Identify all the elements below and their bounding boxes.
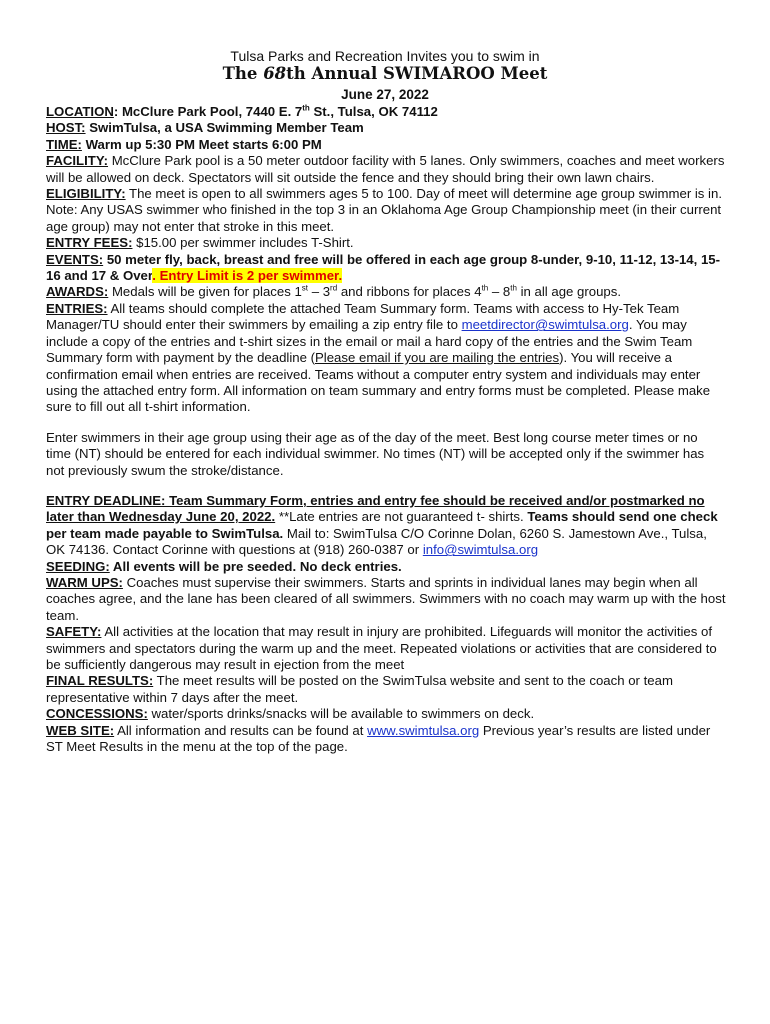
events-text: 50 meter fly, back, breast and free will be offered in each age group 8-under, 9-10, 11-12, 13-14, 15-16 and 17 & Over [46, 251, 721, 284]
title-number: 68 [263, 64, 287, 83]
seeding-paragraph [46, 559, 726, 575]
meetdirector-email-link[interactable]: meetdirector@swimtulsa.org [461, 317, 629, 333]
meet-date: June 27, 2022 [341, 87, 429, 102]
awards-sup-3: th [481, 284, 489, 294]
concessions-paragraph [46, 706, 726, 722]
entries-text-c: ). You will receive a confirmation email when entries are received. Teams without a computer entry system and individuals may enter using the attached entry form. All information on team summary and entry forms must be completed. Please make sure to fill out all t-shirt information. [46, 350, 711, 415]
title-prefix: The [222, 64, 264, 83]
host-text: SwimTulsa, a USA Swimming Member Team [85, 120, 364, 136]
document-body [46, 104, 726, 755]
deadline-bold-note: Teams should send one check per team made payable to SwimTulsa. [46, 509, 718, 541]
awards-sup-4: th [510, 284, 517, 294]
deadline-paragraph [46, 493, 726, 559]
info-email-link[interactable]: info@swimtulsa.org [422, 542, 539, 558]
events-label: EVENTS: [46, 251, 104, 267]
safety-label: SAFETY: [46, 624, 102, 640]
entries-underlined-note: Please email if you are mailing the entries [315, 350, 560, 366]
concessions-text: water/sports drinks/snacks will be available to swimmers on deck. [147, 706, 535, 722]
deadline-text-a: **Late entries are not guaranteed t- shirts. [275, 509, 528, 525]
eligibility-label: ELIGIBILITY: [46, 186, 126, 202]
deadline-label: ENTRY DEADLINE: Team Summary Form, entries and entry fee should be received and/or postmarked no later than Wednesday June 20, 2022. [46, 492, 705, 525]
location-label: LOCATION [46, 104, 114, 119]
awards-text-b: – 3 [308, 284, 331, 300]
eligibility-paragraph [46, 186, 726, 235]
facility-paragraph [46, 153, 726, 186]
time-label: TIME: [46, 136, 82, 152]
facility-text: McClure Park pool is a 50 meter outdoor facility with 5 lanes. Only swimmers, coaches and meet workers will be allowed on deck. Spectators will sit outside the fence and they should bring their own lawn chairs. [46, 153, 725, 185]
website-text-b: Previous year’s results are listed under ST Meet Results in the menu at the top of the page. [46, 722, 711, 755]
invite-line: Tulsa Parks and Recreation Invites you to swim in [230, 48, 540, 64]
awards-label: AWARDS: [46, 284, 109, 300]
age-note-paragraph: Enter swimmers in their age group using their age as of the day of the meet. Best long course meter times or no time (NT) should be entered for each individual swimmer. No times (NT) will be accepted only if the swimmer has not previously swum the stroke/distance. [46, 429, 705, 478]
location-paragraph [46, 104, 726, 120]
entries-text-a: All teams should complete the attached Team Summary form. Teams with access to Hy-Tek Team Manager/TU should enter their swimmers by emailing a zip entry file to [46, 300, 680, 333]
awards-text-a: Medals will be given for places 1 [108, 284, 302, 300]
awards-text-c: and ribbons for places 4 [337, 284, 482, 300]
location-sup: th [302, 103, 310, 113]
host-label: HOST: [46, 120, 86, 136]
entry-fees-text: $15.00 per swimmer includes T-Shirt. [132, 235, 354, 251]
website-link[interactable]: www.swimtulsa.org [367, 722, 480, 738]
location-text-a: : McClure Park Pool, 7440 E. 7 [113, 104, 303, 119]
warmups-label: WARM UPS: [46, 574, 123, 590]
time-paragraph [46, 137, 726, 153]
title-suffix: th Annual SWIMAROO Meet [286, 64, 548, 83]
events-paragraph [46, 252, 726, 285]
host-paragraph [46, 120, 726, 136]
seeding-label: SEEDING: [46, 558, 110, 574]
safety-paragraph [46, 624, 726, 673]
website-text-a: All information and results can be found at [114, 722, 368, 738]
final-results-paragraph [46, 673, 726, 706]
entry-fees-label: ENTRY FEES: [46, 235, 133, 251]
awards-paragraph [46, 284, 726, 300]
entry-limit-highlight: . Entry Limit is 2 per swimmer. [152, 268, 343, 284]
awards-text-e: in all age groups. [516, 284, 622, 300]
concessions-label: CONCESSIONS: [46, 706, 148, 722]
awards-text-d: – 8 [488, 284, 511, 300]
entries-label: ENTRIES: [46, 300, 108, 316]
awards-sup-2: rd [330, 284, 338, 294]
facility-label: FACILITY: [46, 153, 109, 169]
spacer [46, 416, 726, 430]
warmups-paragraph [46, 575, 726, 624]
eligibility-text: The meet is open to all swimmers ages 5 to 100. Day of meet will determine age group swimmer is in. Note: Any USAS swimmer who finished in the top 3 in an Oklahoma Age Group Championship meet (in their current age group) may not enter that stroke in this meet. [46, 186, 722, 234]
safety-text: All activities at the location that may result in injury are prohibited. Lifeguards will monitor the activities of swimmers and spectators during the warm up and the meet. Repeated violations or activities that are considered to be sufficiently dangerous may result in ejection from the meet [46, 624, 717, 672]
final-results-text: The meet results will be posted on the SwimTulsa website and sent to the coach or team representative within 7 days after the meet. [46, 673, 673, 705]
final-results-label: FINAL RESULTS: [46, 673, 154, 689]
website-label: WEB SITE: [46, 722, 115, 738]
deadline-text-b: Mail to: SwimTulsa C/O Corinne Dolan, 6260 S. Jamestown Ave., Tulsa, OK 74136. Contact Corinne with questions at (918) 260-0387 or [46, 525, 707, 558]
entries-text-b: . You may include a copy of the entries and t-shirt sizes in the email or mail a hard copy of the entries and the Swim Team Summary form with payment by the deadline ( [46, 317, 693, 366]
entries-paragraph [46, 301, 726, 416]
seeding-text: All events will be pre seeded. No deck entries. [109, 558, 402, 574]
location-text-b: St., Tulsa, OK 74112 [309, 104, 438, 119]
warmups-text: Coaches must supervise their swimmers. Starts and sprints in individual lanes may begin when all coaches agree, and the lane has been cleared of all swimmers. Swimmers with no coach may warm up with the host team. [46, 574, 726, 623]
awards-sup-1: st [301, 284, 309, 294]
website-paragraph [46, 723, 726, 756]
meet-title [0, 64, 770, 83]
entry-fees-paragraph [46, 235, 726, 251]
spacer [46, 479, 726, 493]
time-text: Warm up 5:30 PM Meet starts 6:00 PM [81, 136, 322, 152]
